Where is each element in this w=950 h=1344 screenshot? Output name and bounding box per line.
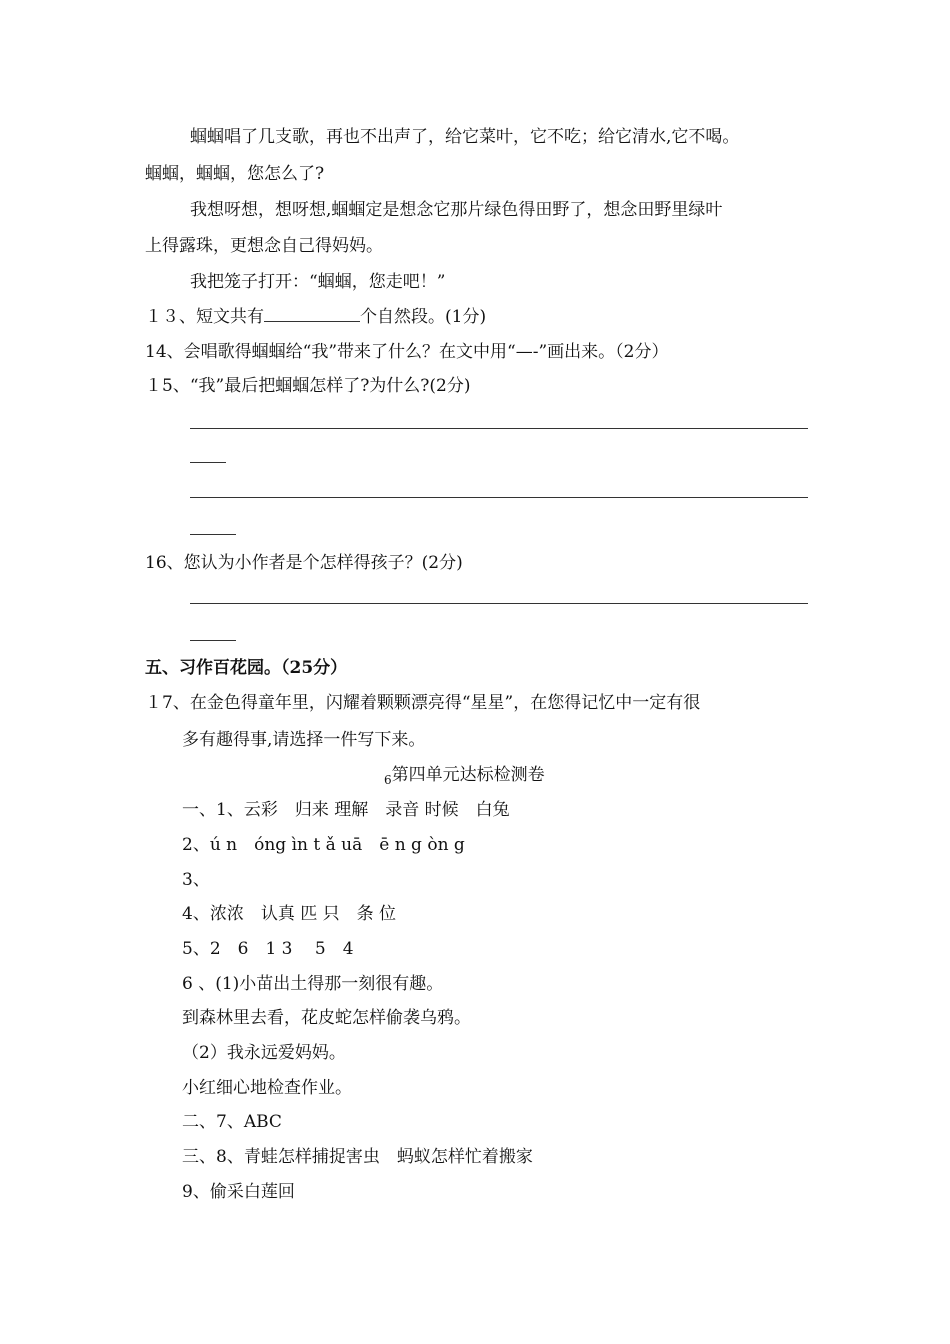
question-17-line-2: 多有趣得事,请选择一件写下来。	[182, 730, 426, 750]
question-13-prefix: １３、短文共有	[145, 307, 264, 327]
question-13-blank[interactable]	[264, 305, 360, 322]
question-14: 14、会唱歌得蝈蝈给“我”带来了什么？在文中用“—-”画出来。（2分）	[145, 342, 669, 362]
passage-paragraph-2-line-1: 我想呀想，想呀想,蝈蝈定是想念它那片绿色得田野了，想念田野里绿叶	[190, 200, 723, 220]
answer-6-line-1: 6 、(1)小苗出土得那一刻很有趣。	[182, 974, 444, 994]
answer-4: 4、浓浓 认真 匹 只 条 位	[182, 904, 397, 924]
passage-paragraph-1-line-2: 蝈蝈，蝈蝈，您怎么了?	[145, 164, 325, 184]
answer-2: 2、ú n óng ìn t ǎ uā ē n g òn g	[182, 835, 465, 855]
answer-6-line-3: （2）我永远爱妈妈。	[182, 1043, 346, 1063]
answer-7: 二、7、ABC	[182, 1112, 282, 1132]
answer-3: 3、	[182, 870, 210, 890]
question-13	[145, 305, 486, 328]
answer-line-15-2[interactable]	[190, 497, 808, 498]
passage-paragraph-1-line-1: 蝈蝈唱了几支歌，再也不出声了，给它菜叶，它不吃；给它清水,它不喝。	[190, 127, 740, 147]
answer-8: 三、8、青蛙怎样捕捉害虫 蚂蚁怎样忙着搬家	[182, 1147, 533, 1167]
passage-paragraph-2-line-2: 上得露珠，更想念自己得妈妈。	[145, 236, 383, 256]
section-5-heading: 五、习作百花园。（25分）	[145, 658, 348, 678]
answer-line-15-1-tail	[190, 462, 226, 463]
question-17-line-1: １7、在金色得童年里，闪耀着颗颗漂亮得“星星”，在您得记忆中一定有很	[145, 693, 701, 713]
answer-line-16-tail	[190, 640, 236, 641]
answer-key-title	[384, 764, 545, 787]
answer-line-15-2-tail	[190, 534, 236, 535]
answer-key-title-text: 第四单元达标检测卷	[391, 765, 545, 785]
answer-line-15-1[interactable]	[190, 428, 808, 429]
question-15: １5、“我”最后把蝈蝈怎样了?为什么?(2分)	[145, 376, 471, 396]
answer-6-line-2: 到森林里去看，花皮蛇怎样偷袭乌鸦。	[182, 1008, 471, 1028]
answer-line-16[interactable]	[190, 603, 808, 604]
question-16: 16、您认为小作者是个怎样得孩子？(2分)	[145, 553, 463, 573]
answer-key-title-mark: 6	[384, 773, 392, 787]
answer-9: 9、偷采白莲回	[182, 1182, 295, 1202]
passage-paragraph-3: 我把笼子打开：“蝈蝈，您走吧！”	[190, 272, 446, 292]
answer-1: 一、1、云彩 归来 理解 录音 时候 白兔	[182, 800, 510, 820]
answer-5: 5、2 6 1 3 5 4	[182, 939, 354, 959]
answer-6-line-4: 小红细心地检查作业。	[182, 1078, 352, 1098]
question-13-suffix: 个自然段。(1分)	[360, 307, 487, 327]
